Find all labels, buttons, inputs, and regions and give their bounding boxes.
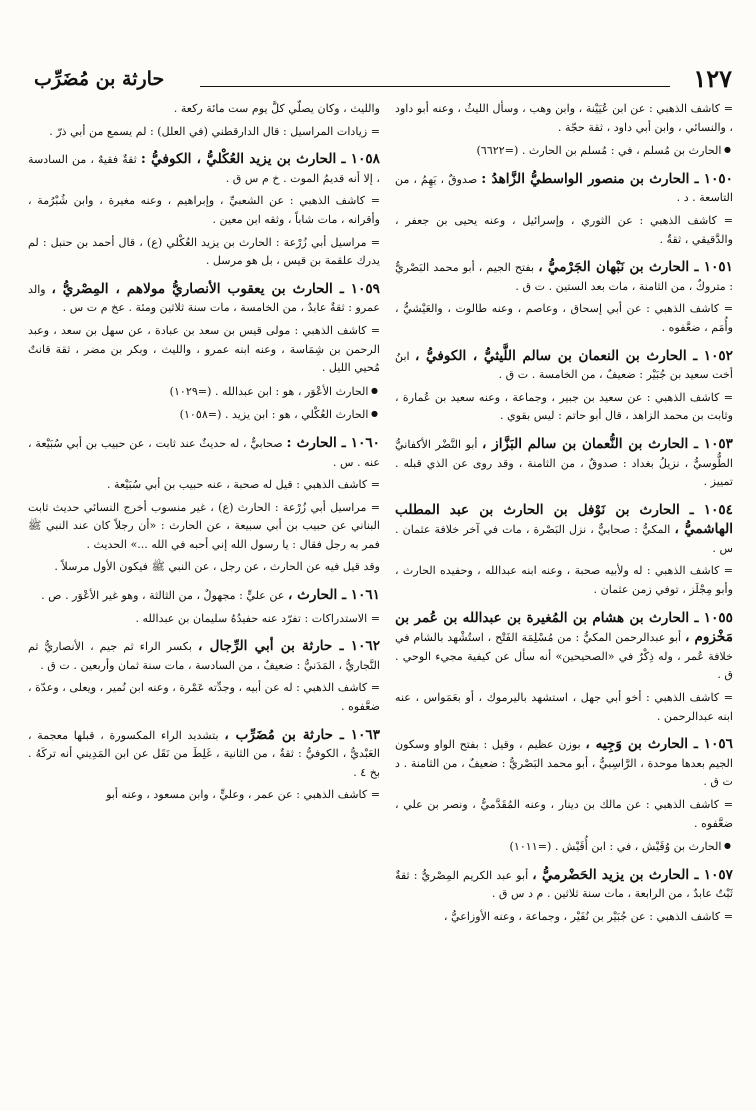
- commentary-note: = كاشف الذهبي : عن مالك بن دينار ، وعنه المُقَدَّميُّ ، ونصر بن علي ، ضعَّفوه .: [395, 798, 733, 830]
- biography-entry: [28, 150, 380, 188]
- entry-text: والد عمرو : ثقةٌ عابدٌ ، من الخامسة ، مات سنة ثلاثين ومئة . عخ م ت س .: [28, 282, 380, 315]
- entry-heading: ١٠٥٣ ـ الحارث بن النُّعمان بن سالم البَزَّاز ،: [482, 435, 733, 452]
- page-number: ١٢٧: [693, 64, 732, 93]
- commentary-note: = كاشف الذهبي : عن سعيد بن جبير ، وجماعة ، وعنه سعيد بن عُمارة ، وثابت بن محمد الزاهد ، قال أبو حاتم : ليس بقوي .: [395, 390, 733, 423]
- entry-text: عن عليٍّ : مجهولٌ ، من الثالثة ، وهو غير الأعْوَر . ص .: [41, 589, 285, 603]
- entry-text: أبو عبدالرحمن المكيُّ : من مُسْلِمَة الفَتْح ، استُشْهد بالشام في خلافة عُمر ، وله ذِكْرٌ في «الصحيحين» أنه سأل عن كيفية مجيء الوحي . ق .: [395, 631, 733, 682]
- commentary-note: = الاستدراكات : تفرّد عنه حفيدُهُ سليمان بن عبدالله .: [135, 611, 380, 625]
- commentary-note: = مراسيل أبي زُرْعة : الحارث (ع) ، غير منسوب أخرج النسائي حديث ثابت البناني عن حبيب بن أبي سبيعة ، عن الحارث : «أن رجلاً كان عند النبي ﷺ فمر به رجل فقال : يا رسول الله إني أحبه في الله ...» الحديث .: [28, 500, 380, 551]
- biography-entry: [28, 434, 380, 472]
- entry-heading: ١٠٦١ ـ الحارث ،: [288, 587, 380, 604]
- entry-text: بتشديد الراء المكسورة ، قبلها معجمة ، العَبْديُّ ، الكوفيُّ : ثقةٌ ، من الثانية ، غَلِطَ من نَقَل عن ابن المَدِيني أنه تركَهُ . بخ ٤ .: [28, 728, 380, 779]
- commentary-note: وقد قيل فيه عن الحارث ، عن رجل ، عن النبي ﷺ فيكون الأول مرسلاً .: [54, 560, 380, 574]
- entry-heading: ١٠٥٤ ـ الحارث بن نَوْفل بن الحارث بن عبد المطلب الهاشميُّ ،: [395, 501, 733, 538]
- cross-reference: ● الحارث العُكْلي ، هو : ابن يزيد . (=١٠٥٨): [28, 405, 380, 425]
- commentary-note: = كاشف الذهبي : عن أبي إسحاق ، وعاصم ، وعنه طالوت ، والعَيْشيُّ ، وأُمَم ، ضعَّفوه .: [395, 302, 733, 334]
- biography-entry: [28, 280, 380, 318]
- commentary-note: = زيادات المراسيل : قال الدارقطني (في العلل) : لم يسمع من أبي ذرّ .: [49, 124, 380, 138]
- commentary-note: = كاشف الذهبي : عن ابن عُيَيْنة ، وابن وهب ، وسأل الليثُ ، وعنه أبو داود ، والنسائي ، وابن أبي داود ، ثقة حجّة .: [395, 102, 733, 134]
- biography-entry: [395, 735, 733, 792]
- entry-heading: ١٠٥٢ ـ الحارث بن النعمان بن سالم اللَّيثيُّ ، الكوفيُّ ،: [415, 347, 733, 364]
- running-header: [30, 64, 732, 104]
- commentary-note: = كاشف الذهبي : له عن أبيه ، وجدِّته عَمْرة ، وعنه ابن نُمير ، ويعلى ، وعدّة ، ضعَّفوه .: [28, 681, 380, 714]
- entry-text: أبو النَّضْر الأكفانيُّ الطُّوسيُّ ، نزيلُ بغداد : صدوقٌ ، من الثامنة ، وقد روى عن الذي قبله . تمييز .: [395, 437, 733, 489]
- entry-text: صحابيٌّ ، له حديثٌ عند ثابت ، عن حبيب بن أبي سُبَيْعة ، عنه . س .: [28, 436, 380, 469]
- biography-entry: [395, 170, 733, 208]
- entry-text: صدوقٌ ، يَهِمُ ، من التاسعة . د .: [395, 172, 733, 205]
- entry-heading: ١٠٥٧ ـ الحارث بن يزيد الحَضْرميُّ ،: [532, 866, 733, 883]
- commentary-note: = كاشف الذهبي : أخو أبي جهل ، استشهد باليرموك ، أو بعَمَواس ، عنه ابنه عبدالرحمن .: [395, 691, 733, 723]
- header-rule: [200, 86, 670, 87]
- running-title: حارثة بن مُضَرِّب: [34, 68, 165, 90]
- biography-entry: [28, 726, 380, 783]
- entry-text: المكيُّ : صحابيٌّ ، نزل البَصْرة ، مات في آخر خلافة عثمان . س .: [395, 523, 733, 555]
- biography-entry: [28, 637, 380, 675]
- biography-entry: [395, 347, 733, 385]
- entry-heading: ١٠٥٩ ـ الحارث بن يعقوب الأنصاريُّ مولاهم ، المِصْريُّ ،: [51, 280, 380, 297]
- cross-reference: ● الحارث الأعْوَر ، هو : ابن عبدالله . (=١٠٢٩): [28, 382, 380, 402]
- entry-heading: ١٠٥١ ـ الحارث بن نَبْهان الجَرْميُّ ،: [538, 259, 733, 276]
- commentary-note: = كاشف الذهبي : عن الثوري ، وإسرائيل ، وعنه يحيى بن جعفر ، والدَّقيقي ، ثقةٌ .: [395, 213, 733, 246]
- left-column: [28, 100, 380, 1105]
- entry-text: ثقةٌ فقيهٌ ، من السادسة ، إلا أنه قديمُ الموت . خ م س ق .: [28, 153, 380, 185]
- entry-text: بفتح الجيم ، أبو محمد البَصْريُّ : متروكٌ ، من الثامنة ، مات بعد الستين . ت ق .: [395, 261, 733, 293]
- entry-text: أبو عبد الكريم المِصْريُّ : ثقةٌ ثَبْتٌ عابدٌ ، من الرابعة ، مات سنة ثلاثين . م د س ق .: [395, 868, 733, 901]
- commentary-note: = كاشف الذهبي : مولى قيس بن سعد بن عبادة ، عن سهل بن سعد ، وعبد الرحمن بن شِمَاسة ، وعنه ابنه عمرو ، والليث ، وبكر بن مضر ، ثقة قانتٌ مُحيي الليل .: [28, 323, 380, 375]
- entry-text: بوزن عظيم ، وقيل : بفتح الواو وسكون الجيم بعدها موحدة ، الرَّاسِبيُّ ، أبو محمد البَصْريُّ : ضعيفٌ ، من الثامنة . د ت ق .: [395, 738, 733, 789]
- entry-heading: ١٠٥٥ ـ الحارث بن هشام بن المُغيرة بن عبدالله بن عُمر بن مَخْزوم ،: [395, 609, 733, 646]
- commentary-note: = كاشف الذهبي : عن جُبَيْر بن نُفَيْر ، وجماعة ، وعنه الأوزاعيُّ ،: [443, 909, 733, 923]
- biography-entry: [395, 258, 733, 296]
- commentary-note: والليث ، وكان يصلّي كلَّ يوم ست مائة ركعة .: [173, 102, 380, 115]
- entry-text: بكسر الراء ثم جيم ، الأنصاريُّ ثم النَّجاريُّ ، المَدَنيُّ : ضعيفٌ ، من السادسة ، مات سنة ثمان وأربعين . ت ق .: [28, 640, 380, 672]
- entry-heading: ١٠٦٣ ـ حارثة بن مُضَرِّب ،: [224, 726, 380, 743]
- entry-heading: ١٠٦٠ ـ الحارث :: [286, 434, 380, 451]
- commentary-note: = كاشف الذهبي : قيل له صحبة ، عنه حبيب بن أبي سُبَيْعة .: [106, 478, 380, 492]
- biography-entry: [395, 609, 733, 685]
- biography-entry: [395, 435, 733, 492]
- cross-reference: ● الحارث بن وُقَيْش ، في : ابن أُقَيْش . (=١٠١١): [395, 837, 733, 857]
- right-column: [395, 100, 733, 1105]
- biography-entry: [28, 586, 380, 606]
- entry-text: ابنُ أخت سعيد بن جُبَيْر : ضعيفٌ ، من الخامسة . ت ق .: [395, 349, 733, 382]
- commentary-note: = كاشف الذهبي : عن الشعبيِّ ، وإبراهيم ، وعنه مغيرة ، وابن شُبْرُمة ، وأقرانه ، مات شاباً ، وثقه ابن معين .: [28, 194, 380, 226]
- commentary-note: = مراسيل أبي زُرْعة : الحارث بن يزيد العُكْلي (ع) ، قال أحمد بن حنبل : لم يدرك علقمة بن قيس ، بل هو مرسل .: [28, 235, 380, 268]
- biography-entry: [395, 501, 733, 559]
- entry-heading: ١٠٥٨ ـ الحارث بن يزيد العُكْليُّ ، الكوفيُّ :: [140, 151, 380, 168]
- entry-heading: ١٠٥٦ ـ الحارث بن وَجِيه ،: [585, 736, 733, 753]
- biography-entry: [395, 866, 733, 904]
- cross-reference: ● الحارث بن مُسلم ، في : مُسلم بن الحارث . (=٦٦٢٢): [395, 141, 733, 161]
- entry-heading: ١٠٥٠ ـ الحارث بن منصور الواسطيُّ الزَّاهدُ :: [481, 170, 733, 187]
- commentary-note: = كاشف الذهبي : له ولأبيه صحبة ، وعنه ابنه عبدالله ، وحفيده الحارث ، وأبو مِجْلَز ، توفي زمن عثمان .: [395, 564, 733, 597]
- commentary-note: = كاشف الذهبي : عن عمر ، وعليٍّ ، وابن مسعود ، وعنه أبو: [106, 788, 380, 802]
- entry-heading: ١٠٦٢ ـ حارثة بن أبي الرِّجال ،: [197, 638, 380, 655]
